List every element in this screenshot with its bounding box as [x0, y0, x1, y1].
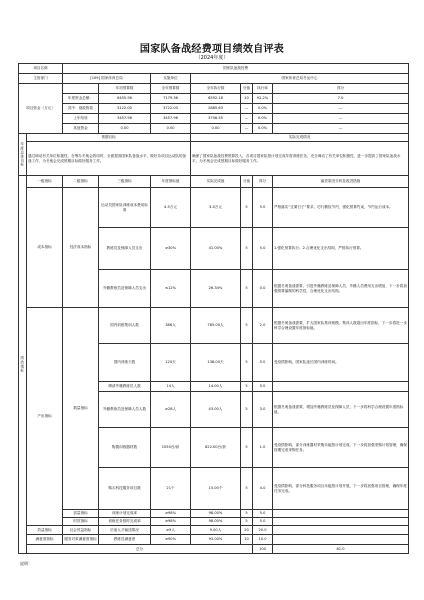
funding-row-name: 其他资金: [63, 124, 99, 134]
indicator-target: 14人: [151, 382, 191, 392]
annual-goal-label: 年度总体目标: [19, 134, 27, 176]
indicator-score: 5: [241, 428, 253, 468]
indicator-score: 5: [241, 468, 253, 510]
indicator-points: 5.0: [253, 382, 273, 392]
funding-row-full: 7179.36: [151, 94, 191, 104]
funding-row-name: 年度资金总额：: [63, 94, 99, 104]
indicator-reason: 根据冬奥备战需要，增加外籍教练员及保障人员，下一步将科学合理设置年度指标值。: [273, 392, 409, 428]
indicator-target: ≤12%: [151, 270, 191, 308]
indicator-reason: 根据冬奥备战需要，引进外籍教练及保障人员，外籍人员费用支出增加，下一步将加强预算编制的科学性，合理优化支出结构。: [273, 270, 409, 308]
actual-goal-header: 实际完成情况: [191, 134, 409, 142]
indicator-name: 购置训练器材数: [99, 428, 151, 468]
funding-row-score: —: [241, 104, 253, 114]
page-title: 国家队备战经费项目绩效自评表: [139, 44, 285, 55]
indicator-score: 10: [241, 535, 253, 545]
funding-header-rate: 执行率: [253, 84, 273, 94]
indicator-score: 20: [241, 526, 253, 535]
performance-indicator-label: 绩效指标: [19, 176, 27, 554]
funding-row-exec: 3706.55: [191, 114, 241, 124]
indicator-name: 训练任务按时完成率: [99, 518, 151, 526]
funding-row-score: —: [241, 114, 253, 124]
funding-header-points: 得分: [273, 84, 409, 94]
indicator-reason: [273, 518, 409, 526]
footer-note: 说明：: [20, 561, 32, 566]
indicator-target: 21个: [151, 468, 191, 510]
indicator-target: ≥98%: [151, 510, 191, 518]
indicator-score: 5: [241, 510, 253, 518]
indicator-actual: 41.00%: [191, 228, 241, 270]
funding-row-points: —: [273, 114, 409, 124]
indicator-actual: 98.00%: [191, 518, 241, 526]
level2-economic-cost: 经济成本指标: [63, 188, 99, 308]
indicator-name: 购买科技服务项目数: [99, 468, 151, 510]
indicator-actual: 93.00%: [191, 535, 241, 545]
project-name-value: 国家队备战经费: [63, 64, 409, 74]
indicator-reason: 受疫情影响，部分科技服务项目未能按计划开展，下一步将加强项目管理，确保年度任务完成。: [273, 468, 409, 510]
indicator-points: 1.0: [253, 428, 273, 468]
level2-quantity: 数量指标: [63, 308, 99, 510]
evaluation-table: [18, 63, 409, 554]
indicator-score: 5: [241, 344, 253, 382]
funding-row-points: —: [273, 124, 409, 134]
funding-row-rate: 92.2%: [253, 94, 273, 104]
level2-service-satisfaction: 服务对象满意度指标: [63, 535, 99, 545]
indicator-name: 国内训练天数: [99, 344, 151, 382]
total-points: 81.0: [273, 545, 409, 554]
indicator-points: 10.0: [253, 535, 273, 545]
indicator-score: 5: [241, 382, 253, 392]
indicator-points: 5.0: [253, 518, 273, 526]
indicator-name: 训练计划完成率: [99, 510, 151, 518]
funding-row-annual: 6455.96: [99, 94, 151, 104]
indicator-score: 5: [241, 228, 253, 270]
funding-row-rate: 0.0%: [253, 104, 273, 114]
indicator-target: ≥90%: [151, 535, 191, 545]
page-subtitle: （2024年度）: [195, 55, 229, 61]
level2-timeliness: 时效指标: [63, 518, 99, 526]
indicator-points: 2.0: [253, 308, 273, 344]
indicator-score: 5: [241, 270, 253, 308]
expected-goal-header: 预期目标: [27, 134, 191, 142]
funding-row-score: —: [241, 124, 253, 134]
indicator-target: ≥30%: [151, 228, 191, 270]
indicator-points: 5.0: [253, 228, 273, 270]
funding-row-name: 其中：财政拨款: [63, 104, 99, 114]
level1-benefit: 效益指标: [27, 526, 63, 535]
exec-unit-label: 实施单位: [151, 74, 191, 84]
indicator-reason: [273, 510, 409, 518]
indicator-score: 5: [241, 188, 253, 228]
indicator-target: 4.5万元: [151, 188, 191, 228]
indicator-name: 外籍教练员及保障人员人数: [99, 392, 151, 428]
indicator-points: 4.0: [253, 468, 273, 510]
indicator-actual: 822.00台/套: [191, 428, 241, 468]
funding-row-annual: 0.00: [99, 124, 151, 134]
funding-row-rate: 0.0%: [253, 124, 273, 134]
level2-social-benefit: 社会效益指标: [63, 526, 99, 535]
total-label: 总分: [27, 545, 253, 554]
indicator-actual: 26.34%: [191, 270, 241, 308]
exec-unit-value: 国家体育总局冬运中心: [191, 74, 409, 84]
level1-cost: 成本指标: [27, 188, 63, 308]
indicator-target: 1050台/套: [151, 428, 191, 468]
funding-row-name: 上年结转: [63, 114, 99, 124]
funding-row-exec: 2885.63: [191, 104, 241, 114]
funding-header-blank: [63, 84, 99, 94]
indicator-points: 5.0: [253, 344, 273, 382]
funding-header-score: 分值: [241, 84, 253, 94]
indicator-actual: 43.00人: [191, 392, 241, 428]
funding-row-exec: 6592.18: [191, 94, 241, 104]
header-score: 分值: [241, 176, 253, 188]
actual-goal-text: 确保了国家队备战经费预算投入，各项目国家队按计划完成年度训练任务，充分调动了有关单位积极性，进一步提高了国家队备战水平，为冬奥会完成预期目标做好服务工作。: [191, 142, 409, 176]
indicator-reason: 严格落实“过紧日子”要求，厉行勤俭节约，强化预算约束，节约运行成本。: [273, 188, 409, 228]
indicator-score: 5: [241, 518, 253, 526]
funding-row-score: 10: [241, 94, 253, 104]
header-level2: 二级指标: [63, 176, 99, 188]
header-points: 得分: [253, 176, 273, 188]
indicator-name: 外籍教练员及保障人员支出: [99, 270, 151, 308]
header-level1: 一级指标: [27, 176, 63, 188]
indicator-score: 5: [241, 392, 253, 428]
indicator-score: 5: [241, 308, 253, 344]
indicator-name: 教练员及保障人员支出: [99, 228, 151, 270]
funding-row-full: 3722.00: [151, 104, 191, 114]
indicator-points: 20.0: [253, 526, 273, 535]
header-reason: 偏差原因分析及改进措施: [273, 176, 409, 188]
funding-row-points: 7.0: [273, 94, 409, 104]
header-level3: 三级指标: [99, 176, 151, 188]
indicator-target: 386人: [151, 308, 191, 344]
level2-quality: 质量指标: [63, 510, 99, 518]
indicator-actual: 15.00个: [191, 468, 241, 510]
funding-row-full: 0.00: [151, 124, 191, 134]
indicator-name: 聘请外籍教练员人数: [99, 382, 151, 392]
project-name-label: 项目名称: [19, 64, 63, 74]
indicator-reason: [273, 535, 409, 545]
header-actual: 实际完成值: [191, 176, 241, 188]
indicator-reason: 受疫情影响，部分训练器材采购未能按计划完成，下一步将加强采购计划管理，确保按期完成采购任务。: [273, 428, 409, 468]
indicator-actual: 98.00%: [191, 510, 241, 518]
funding-row-points: —: [273, 104, 409, 114]
header-target: 年度指标值: [151, 176, 191, 188]
dept-value: [109] 国家体育总局: [63, 74, 151, 84]
indicator-actual: 3.4万元: [191, 188, 241, 228]
dept-label: 主管部门: [19, 74, 63, 84]
indicator-actual: 9.00人: [191, 526, 241, 535]
indicator-target: 120天: [151, 344, 191, 382]
level1-satisfaction: 满意度指标: [27, 535, 63, 545]
indicator-reason: 根据冬奥备战需要，扩大国家队集训规模，集训人数超出年度指标，下一步将进一步科学合理设置年度指标值。: [273, 308, 409, 344]
indicator-target: ≥98%: [151, 518, 191, 526]
indicator-target: ≥9人: [151, 526, 191, 535]
indicator-points: 3.0: [253, 392, 273, 428]
level1-output: 产出指标: [27, 308, 63, 526]
indicator-points: 5.0: [253, 188, 273, 228]
indicator-target: ≥28人: [151, 392, 191, 428]
indicator-name: 运动员国家队训练成本费用标准: [99, 188, 151, 228]
indicator-reason: [273, 382, 409, 392]
funding-header-full: 全年预算数: [151, 84, 191, 94]
funding-header-exec: 全年执行数: [191, 84, 241, 94]
indicator-points: 0.0: [253, 270, 273, 308]
funding-row-annual: 3122.00: [99, 104, 151, 114]
indicator-name: 后备人才输送情况: [99, 526, 151, 535]
indicator-actual: 785.00人: [191, 308, 241, 344]
indicator-reason: [273, 526, 409, 535]
indicator-name: 国内训练集训人数: [99, 308, 151, 344]
indicator-actual: 14.00人: [191, 382, 241, 392]
indicator-points: 5.0: [253, 510, 273, 518]
expected-goal-text: 通过调动有关单位积极性，在筹办冬奥会的同时，全面提高国家队备战水平，做好各项目运动队的备战工作，为冬奥会完成预期目标做好服务工作。: [27, 142, 191, 176]
indicator-actual: 138.00天: [191, 344, 241, 382]
indicator-reason: 1.强化预算执行；2.合理优化支出结构，严格执行预算。: [273, 228, 409, 270]
funding-row-annual: 3457.96: [99, 114, 151, 124]
funding-label: 项目资金（万元）: [19, 84, 63, 134]
indicator-reason: 受疫情影响，国家队延长国内训练时间。: [273, 344, 409, 382]
funding-row-rate: 0.0%: [253, 114, 273, 124]
funding-row-full: 3457.96: [151, 114, 191, 124]
indicator-name: 教练员满意度: [99, 535, 151, 545]
total-score: 100: [253, 545, 273, 554]
funding-row-exec: 0.00: [191, 124, 241, 134]
funding-header-annual: 年初预算数: [99, 84, 151, 94]
